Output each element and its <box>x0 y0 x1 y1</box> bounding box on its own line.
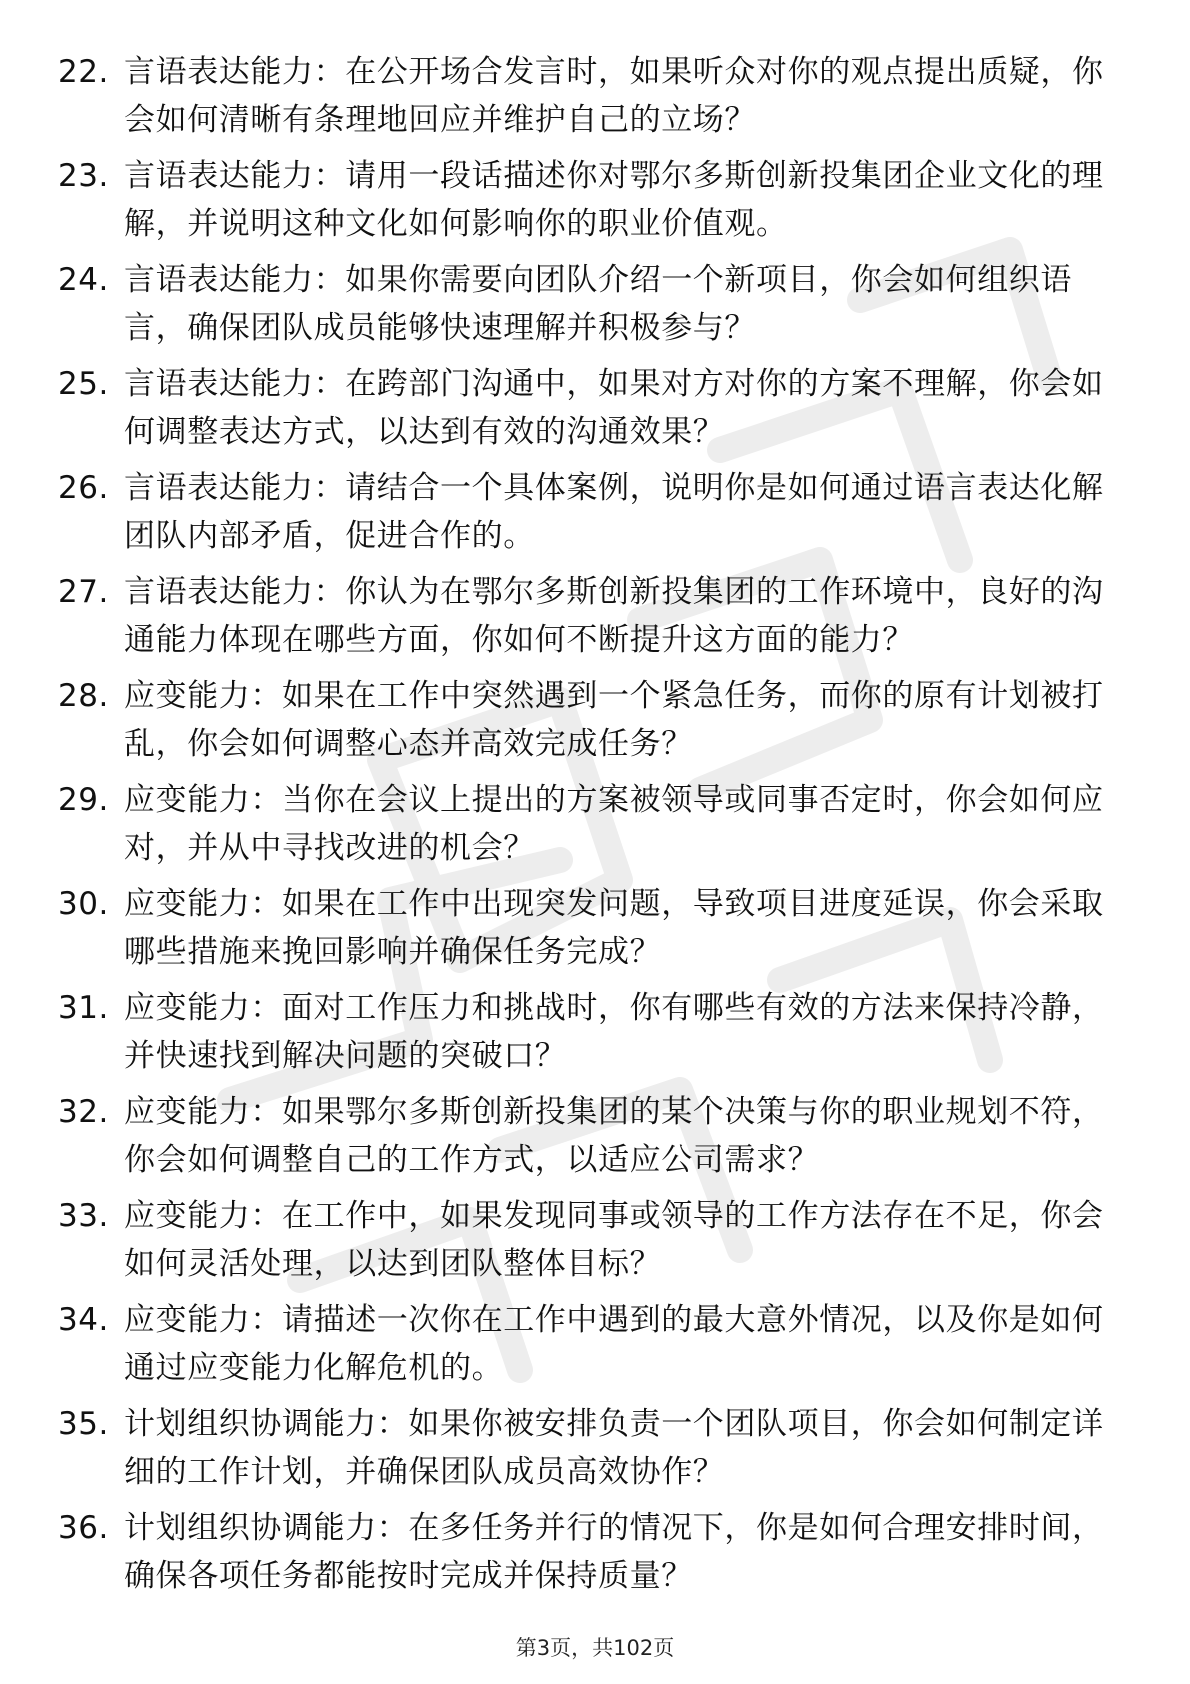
question-text: 应变能力：如果鄂尔多斯创新投集团的某个决策与你的职业规划不符，你会如何调整自己的工作方式，以适应公司需求？ <box>124 1094 1104 1178</box>
question-item <box>58 880 1118 984</box>
question-item <box>58 672 1118 776</box>
question-number: 30. <box>58 886 109 922</box>
question-item <box>58 1296 1118 1400</box>
question-item <box>58 152 1118 256</box>
question-number: 23. <box>58 158 109 194</box>
question-number: 25. <box>58 366 109 402</box>
question-number: 36. <box>58 1510 109 1546</box>
question-number: 26. <box>58 470 109 506</box>
question-number: 24. <box>58 262 109 298</box>
question-item <box>58 1192 1118 1296</box>
question-number: 28. <box>58 678 109 714</box>
question-item <box>58 776 1118 880</box>
question-text: 言语表达能力：你认为在鄂尔多斯创新投集团的工作环境中，良好的沟通能力体现在哪些方面，你如何不断提升这方面的能力？ <box>124 574 1104 658</box>
question-text: 应变能力：如果在工作中突然遇到一个紧急任务，而你的原有计划被打乱，你会如何调整心态并高效完成任务？ <box>124 678 1104 762</box>
question-text: 言语表达能力：请结合一个具体案例，说明你是如何通过语言表达化解团队内部矛盾，促进合作的。 <box>124 470 1104 554</box>
question-number: 34. <box>58 1302 109 1338</box>
question-item <box>58 1400 1118 1504</box>
question-text: 言语表达能力：请用一段话描述你对鄂尔多斯创新投集团企业文化的理解，并说明这种文化如何影响你的职业价值观。 <box>124 158 1104 242</box>
question-text: 计划组织协调能力：如果你被安排负责一个团队项目，你会如何制定详细的工作计划，并确保团队成员高效协作？ <box>124 1406 1104 1490</box>
question-text: 应变能力：当你在会议上提出的方案被领导或同事否定时，你会如何应对，并从中寻找改进的机会？ <box>124 782 1104 866</box>
question-number: 35. <box>58 1406 109 1442</box>
question-number: 32. <box>58 1094 109 1130</box>
question-text: 应变能力：请描述一次你在工作中遇到的最大意外情况，以及你是如何通过应变能力化解危机的。 <box>124 1302 1104 1386</box>
question-number: 33. <box>58 1198 109 1234</box>
page-footer: 第3页，共102页 <box>515 1636 675 1660</box>
question-item <box>58 1088 1118 1192</box>
question-text: 计划组织协调能力：在多任务并行的情况下，你是如何合理安排时间，确保各项任务都能按时完成并保持质量？ <box>124 1510 1104 1594</box>
question-number: 27. <box>58 574 109 610</box>
question-item <box>58 48 1118 152</box>
question-item <box>58 568 1118 672</box>
question-text: 应变能力：如果在工作中出现突发问题，导致项目进度延误，你会采取哪些措施来挽回影响并确保任务完成？ <box>124 886 1104 970</box>
question-item <box>58 1504 1118 1608</box>
question-item <box>58 256 1118 360</box>
question-text: 言语表达能力：在公开场合发言时，如果听众对你的观点提出质疑，你会如何清晰有条理地回应并维护自己的立场？ <box>124 54 1104 138</box>
question-number: 31. <box>58 990 109 1026</box>
question-item <box>58 464 1118 568</box>
question-number: 22. <box>58 54 109 90</box>
question-text: 言语表达能力：如果你需要向团队介绍一个新项目，你会如何组织语言，确保团队成员能够快速理解并积极参与？ <box>124 262 1072 346</box>
question-item <box>58 984 1118 1088</box>
question-list <box>58 48 1118 1608</box>
question-text: 应变能力：在工作中，如果发现同事或领导的工作方法存在不足，你会如何灵活处理，以达到团队整体目标？ <box>124 1198 1104 1282</box>
question-number: 29. <box>58 782 109 818</box>
question-text: 应变能力：面对工作压力和挑战时，你有哪些有效的方法来保持冷静，并快速找到解决问题的突破口？ <box>124 990 1104 1074</box>
question-text: 言语表达能力：在跨部门沟通中，如果对方对你的方案不理解，你会如何调整表达方式，以达到有效的沟通效果？ <box>124 366 1104 450</box>
question-item <box>58 360 1118 464</box>
